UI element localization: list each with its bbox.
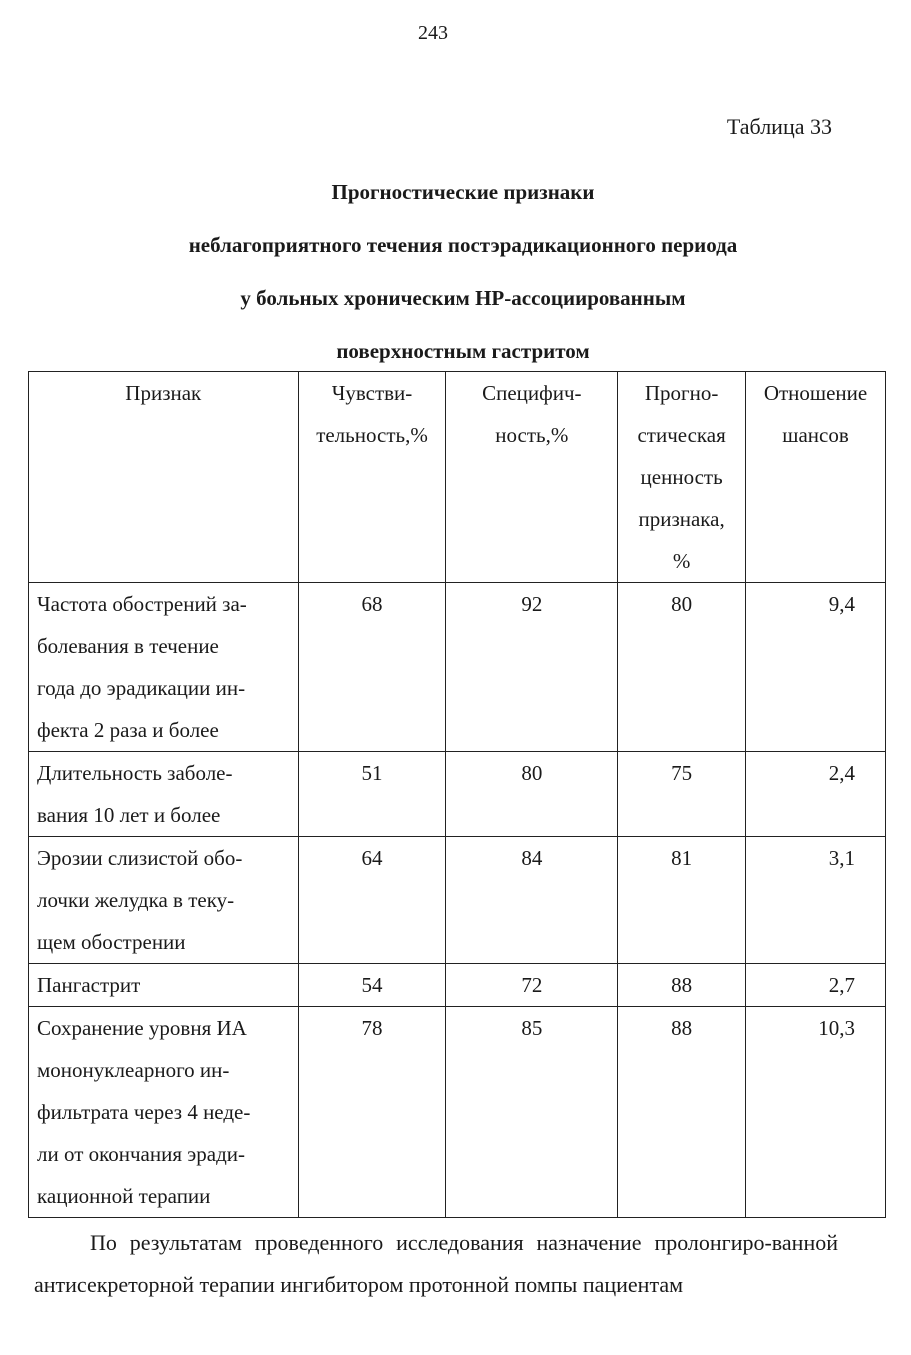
header-specificity: Специфич- ность,% [446, 372, 618, 583]
title-line: поверхностным гастритом [336, 339, 590, 363]
title-line: Прогностические признаки [331, 180, 595, 204]
cell-sign: Пангастрит [29, 964, 299, 1007]
cell-sign: Длительность заболе- вания 10 лет и более [29, 752, 299, 837]
cell-odds-ratio: 10,3 [746, 1007, 886, 1218]
cell-sign: Частота обострений за- болевания в течение года до эрадикации ин- фекта 2 раза и более [29, 583, 299, 752]
cell-sensitivity: 78 [298, 1007, 446, 1218]
table-label: Таблица 33 [726, 114, 832, 139]
cell-prognostic-value: 75 [618, 752, 746, 837]
body-paragraph: По результатам проведенного исследования назначение пролонгиро-ванной антисекреторной терапии ингибитором протонной помпы пациентам [34, 1230, 838, 1297]
header-prognostic-value: Прогно- стическая ценность признака, % [618, 372, 746, 583]
page-number: 243 [418, 22, 448, 44]
cell-sign: Сохранение уровня ИА мононуклеарного ин- фильтрата через 4 неде- ли от окончания эради- кационной терапии [29, 1007, 299, 1218]
cell-specificity: 85 [446, 1007, 618, 1218]
cell-specificity: 72 [446, 964, 618, 1007]
table-header-row [29, 372, 886, 583]
table-row [29, 1007, 886, 1218]
header-sign: Признак [29, 372, 299, 583]
header-sensitivity: Чувстви- тельность,% [298, 372, 446, 583]
prognostic-signs-table [28, 371, 886, 1218]
cell-prognostic-value: 80 [618, 583, 746, 752]
cell-odds-ratio: 9,4 [746, 583, 886, 752]
title-line: у больных хроническим НР-ассоциированным [240, 286, 686, 310]
cell-sign: Эрозии слизистой обо- лочки желудка в теку- щем обострении [29, 837, 299, 964]
cell-prognostic-value: 81 [618, 837, 746, 964]
cell-prognostic-value: 88 [618, 964, 746, 1007]
cell-sensitivity: 68 [298, 583, 446, 752]
table-row [29, 752, 886, 837]
cell-odds-ratio: 2,4 [746, 752, 886, 837]
table-title [20, 166, 906, 378]
cell-odds-ratio: 3,1 [746, 837, 886, 964]
cell-prognostic-value: 88 [618, 1007, 746, 1218]
cell-specificity: 84 [446, 837, 618, 964]
cell-specificity: 92 [446, 583, 618, 752]
cell-sensitivity: 54 [298, 964, 446, 1007]
table-row [29, 964, 886, 1007]
cell-odds-ratio: 2,7 [746, 964, 886, 1007]
table-row [29, 583, 886, 752]
table-row [29, 837, 886, 964]
cell-sensitivity: 51 [298, 752, 446, 837]
header-odds-ratio: Отношение шансов [746, 372, 886, 583]
cell-specificity: 80 [446, 752, 618, 837]
cell-sensitivity: 64 [298, 837, 446, 964]
title-line: неблагоприятного течения постэрадикационного периода [188, 233, 738, 257]
